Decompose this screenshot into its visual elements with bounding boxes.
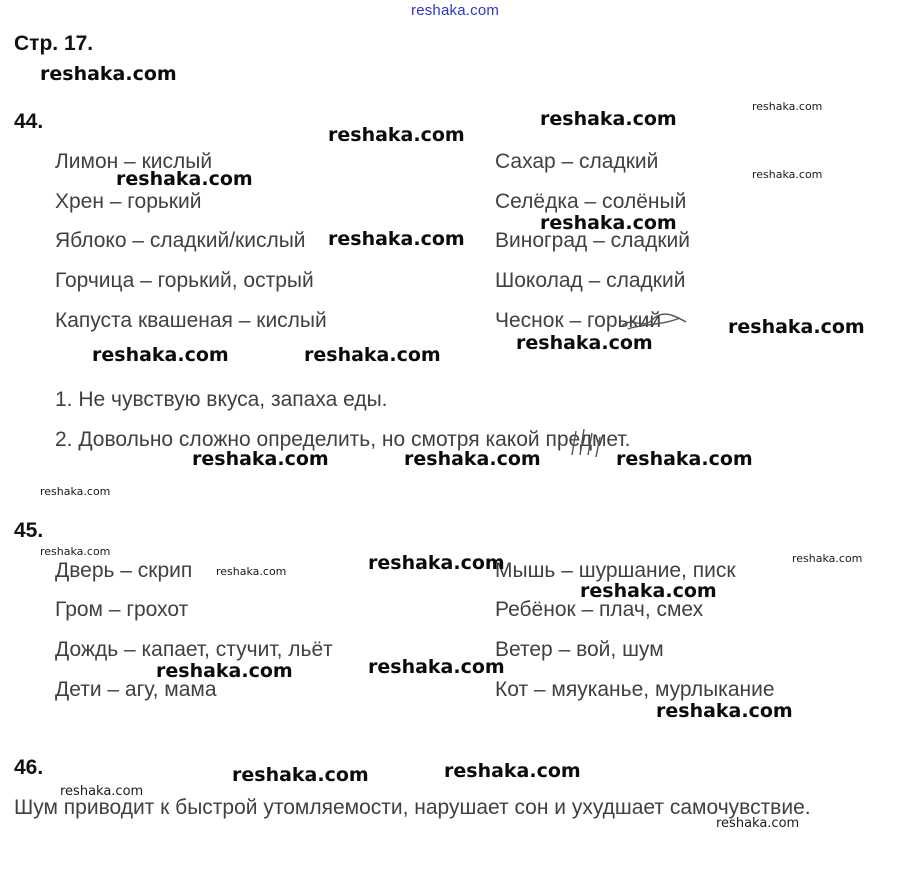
ex45-right-item: Кот – мяуканье, мурлыкание [495, 678, 775, 701]
watermark: reshaka.com [752, 100, 823, 113]
ex44-answer: 2. Довольно сложно определить, но смотря какой предмет. [55, 428, 631, 451]
watermark: reshaka.com [616, 448, 753, 470]
exercise-46-number: 46. [14, 756, 44, 779]
pen-scribble-mark [620, 308, 690, 332]
watermark: reshaka.com [516, 332, 653, 354]
ex44-left-item: Яблоко – сладкий/кислый [55, 229, 306, 252]
ex44-right-item: Шоколад – сладкий [495, 269, 686, 292]
watermark: reshaka.com [60, 784, 144, 799]
watermark: reshaka.com [40, 63, 177, 85]
ex44-right-item: Сахар – сладкий [495, 150, 659, 173]
ex44-left-item: Капуста квашеная – кислый [55, 309, 327, 332]
ex44-left-item: Лимон – кислый [55, 150, 213, 173]
watermark: reshaka.com [40, 485, 111, 498]
ex45-left-item: Дверь – скрип [55, 559, 193, 582]
watermark: reshaka.com [40, 545, 111, 558]
ex45-right-item: Ребёнок – плач, смех [495, 598, 704, 621]
ex45-right-item: Мышь – шуршание, писк [495, 559, 736, 582]
watermark: reshaka.com [656, 700, 793, 722]
watermark: reshaka.com [328, 124, 465, 146]
watermark: reshaka.com [328, 228, 465, 250]
watermark: reshaka.com [728, 316, 865, 338]
ex44-answer: 1. Не чувствую вкуса, запаха еды. [55, 388, 388, 411]
watermark: reshaka.com [444, 760, 581, 782]
watermark: reshaka.com [752, 168, 823, 181]
watermark: reshaka.com [116, 168, 253, 190]
ex45-left-item: Гром – грохот [55, 598, 189, 621]
ex44-left-item: Горчица – горький, острый [55, 269, 314, 292]
exercise-45-number: 45. [14, 519, 44, 542]
pen-scribble-mark [566, 425, 606, 459]
watermark: reshaka.com [716, 816, 800, 831]
ex45-left-item: Дождь – капает, стучит, льёт [55, 638, 333, 661]
watermark: reshaka.com [368, 656, 505, 678]
page-title: Стр. 17. [14, 32, 94, 55]
watermark: reshaka.com [156, 660, 293, 682]
watermark: reshaka.com [404, 448, 541, 470]
watermark: reshaka.com [304, 344, 441, 366]
watermark: reshaka.com [232, 764, 369, 786]
ex44-right-item: Виноград – сладкий [495, 229, 690, 252]
watermark: reshaka.com [580, 580, 717, 602]
exercise-44-number: 44. [14, 110, 44, 133]
ex45-left-item: Дети – агу, мама [55, 678, 217, 701]
ex46-paragraph: Шум приводит к быстрой утомляемости, нарушает сон и ухудшает самочувствие. [14, 796, 811, 819]
ex44-right-item: Чеснок – горький [495, 309, 662, 332]
ex44-right-item: Селёдка – солёный [495, 190, 687, 213]
ex45-right-item: Ветер – вой, шум [495, 638, 664, 661]
watermark: reshaka.com [792, 552, 863, 565]
watermark: reshaka.com [540, 108, 677, 130]
watermark: reshaka.com [540, 212, 677, 234]
watermark: reshaka.com [216, 565, 287, 578]
watermark: reshaka.com [368, 552, 505, 574]
watermark: reshaka.com [192, 448, 329, 470]
site-header-link[interactable]: reshaka.com [411, 2, 500, 19]
watermark: reshaka.com [92, 344, 229, 366]
ex44-left-item: Хрен – горький [55, 190, 202, 213]
